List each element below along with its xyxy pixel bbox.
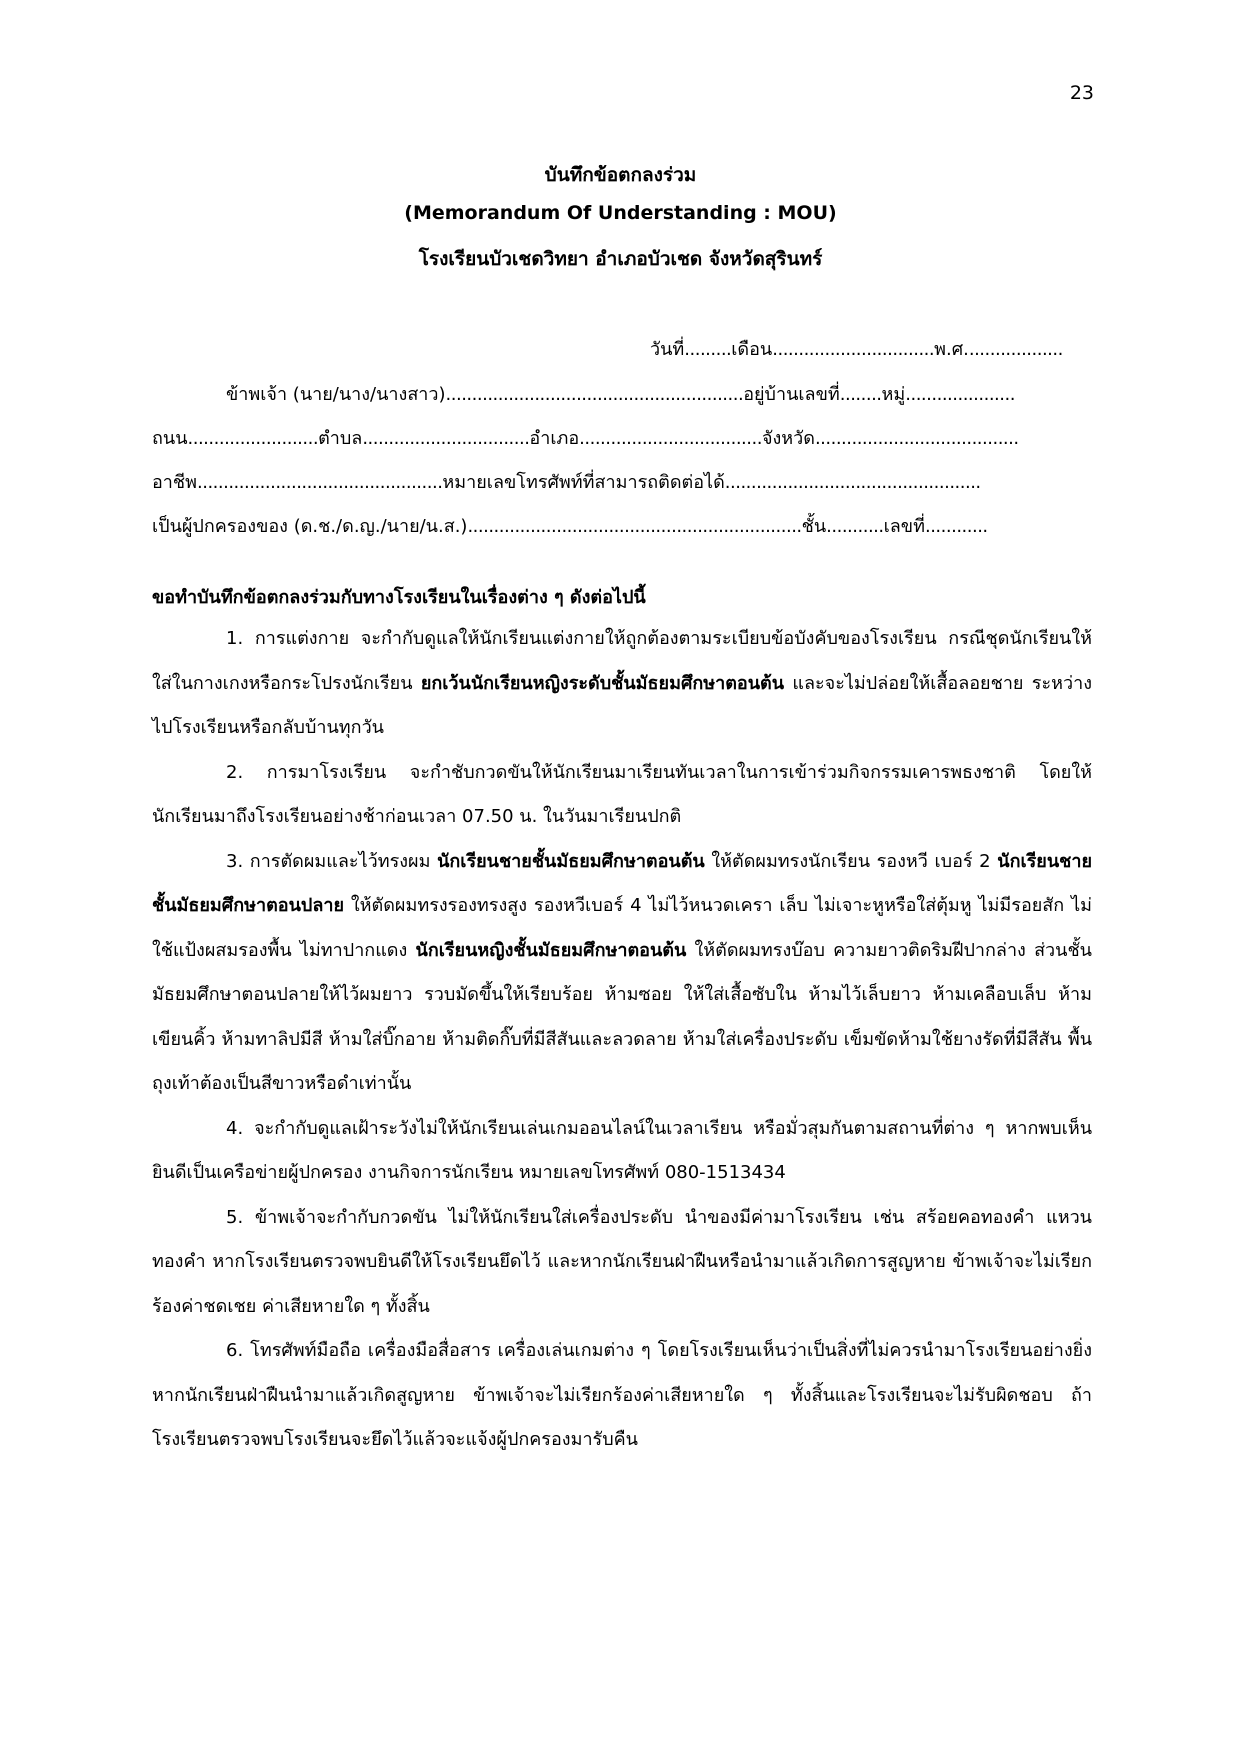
name-label: ข้าพเจ้า (นาย/นาง/นางสาว) [226,384,446,405]
house-no-label: อยู่บ้านเลขที่ [743,384,840,405]
address-line [152,423,1019,452]
document-subtitle: (Memorandum Of Understanding : MOU) [404,202,837,224]
clause-3-emphasis-upper-boys: นักเรียนชายชั้นมัธยมศึกษาตอนปลาย [152,850,1093,916]
clause-1-text-end: และจะไม่ปล่อยให้เสื้อลอยชาย ระหว่างไปโรงเรียนหรือกลับบ้านทุกวัน [152,672,1092,738]
district-label: อำเภอ [529,428,580,449]
clause-3-emphasis-lower-girls: นักเรียนหญิงชั้นมัธยมศึกษาตอนต้น [415,939,687,961]
student-name-field[interactable]: ................................................................ [467,516,802,537]
guardian-line [152,511,988,540]
clause-3-emphasis-lower-boys: นักเรียนชายชั้นมัธยมศึกษาตอนต้น [437,850,705,872]
clause-3 [152,840,1092,1107]
date-day-field[interactable]: ......... [684,339,732,360]
clause-1 [152,617,1092,751]
clause-4: 4. จะกำกับดูแลเฝ้าระวังไม่ให้นักเรียนเล่นเกมออนไลน์ในเวลาเรียน หรือมั่วสุมกันตามสถานที่ต่าง ๆ หากพบเห็นยินดีเป็นเครือข่ายผู้ปกครอง งานกิจการนักเรียน หมายเลขโทรศัพท์ 080-1513434 [152,1117,1092,1183]
occupation-label: อาชีพ [152,472,197,493]
phone-label: หมายเลขโทรศัพท์ที่สามารถติดต่อได้ [442,472,725,493]
clause-3-text-2: ให้ตัดผมทรงนักเรียน รองหวี เบอร์ 2 [704,850,998,872]
moo-field[interactable]: ..................... [905,384,1015,405]
date-line [650,334,1063,363]
clause-3-text: 3. การตัดผมและไว้ทรงผม [226,850,438,872]
district-field[interactable]: ................................... [579,428,762,449]
name-line [226,379,1015,408]
clause-6: 6. โทรศัพท์มือถือ เครื่องมือสื่อสาร เครื่องเล่นเกมต่าง ๆ โดยโรงเรียนเห็นว่าเป็นสิ่งที่ไม่ควรนำมาโรงเรียนอย่างยิ่ง หากนักเรียนฝ่าฝืนนำมาแล้วเกิดสูญหาย ข้าพเจ้าจะไม่เรียกร้องค่าเสียหายใด ๆ ทั้งสิ้นและโรงเรียนจะไม่รับผิดชอบ ถ้าโรงเรียนตรวจพบโรงเรียนจะยึดไว้แล้วจะแจ้งผู้ปกครองมารับคืน [152,1340,1092,1450]
clause-2: 2. การมาโรงเรียน จะกำชับกวดขันให้นักเรียนมาเรียนทันเวลาในการเข้าร่วมกิจกรรมเคารพธงชาติ โดยให้นักเรียนมาถึงโรงเรียนอย่างช้าก่อนเวลา 07.50 น. ในวันมาเรียนปกติ [152,761,1092,827]
occupation-field[interactable]: ............................................... [197,472,443,493]
clause-3-text-4: ให้ตัดผมทรงบ๊อบ ความยาวติดริมฝีปากล่าง ส่วนชั้นมัธยมศึกษาตอนปลายให้ไว้ผมยาว รวบมัดขึ้นให้เรียบร้อย ห้ามซอย ให้ใส่เสื้อซับใน ห้ามไว้เล็บยาว ห้ามเคลือบเล็บ ห้ามเขียนคิ้ว ห้ามทาลิปมีสี ห้ามใส่บิ๊กอาย ห้ามติดกิ๊บที่มีสีสันและลวดลาย ห้ามใส่เครื่องประดับ เข็มขัดห้ามใช้ยางรัดที่มีสีสัน พื้นถุงเท้าต้องเป็นสีขาวหรือดำเท่านั้น [152,939,1092,1094]
province-field[interactable]: ....................................... [814,428,1019,449]
date-month-field[interactable]: ............................... [772,339,935,360]
moo-label: หมู่ [881,384,906,405]
clause-1-emphasis: ยกเว้นนักเรียนหญิงระดับชั้นมัธยมศึกษาตอนต้น [420,672,785,694]
student-number-field[interactable]: ............ [924,516,988,537]
phone-field[interactable]: ................................................. [724,472,981,493]
province-label: จังหวัด [761,428,815,449]
date-year-label: พ.ศ. [934,339,969,360]
date-day-label: วันที่ [650,339,685,360]
clause-3-text-3: ให้ตัดผมทรงรองทรงสูง รองหวีเบอร์ 4 ไม่ไว้หนวดเครา เล็บ ไม่เจาะหูหรือใส่ตุ้มหู ไม่มีรอยสัก ไม่ใช้แป้งผสมรองพื้น ไม่ทาปากแดง [152,895,1092,961]
occupation-line [152,467,981,496]
student-number-label: เลขที่ [883,516,925,537]
subdistrict-field[interactable]: ................................ [362,428,530,449]
name-field[interactable]: ......................................................... [445,384,744,405]
guardian-label: เป็นผู้ปกครองของ (ด.ช./ด.ญ./นาย/น.ส.) [152,516,468,537]
page-number: 23 [1069,82,1094,104]
clause-1-text: 1. การแต่งกาย จะกำกับดูแลให้นักเรียนแต่งกายให้ถูกต้องตามระเบียบข้อบังคับของโรงเรียน กรณีชุดนักเรียนให้ใส่ในกางเกงหรือกระโปรงนักเรียน [152,628,1092,694]
house-no-field[interactable]: ........ [839,384,882,405]
grade-field[interactable]: ........... [826,516,884,537]
date-year-field[interactable]: .................. [968,339,1063,360]
date-month-label: เดือน [731,339,773,360]
section-title: ขอทำบันทึกข้อตกลงร่วมกับทางโรงเรียนในเรื่องต่าง ๆ ดังต่อไปนี้ [152,587,646,608]
clauses-block [152,617,1092,1463]
road-field[interactable]: ......................... [187,428,319,449]
clause-5: 5. ข้าพเจ้าจะกำกับกวดขัน ไม่ให้นักเรียนใส่เครื่องประดับ นำของมีค่ามาโรงเรียน เช่น สร้อยคอทองคำ แหวนทองคำ หากโรงเรียนตรวจพบยินดีให้โรงเรียนยึดไว้ และหากนักเรียนฝ่าฝืนหรือนำมาแล้วเกิดการสูญหาย ข้าพเจ้าจะไม่เรียกร้องค่าชดเชย ค่าเสียหายใด ๆ ทั้งสิ้น [152,1206,1092,1317]
grade-label: ชั้น [801,516,827,537]
subdistrict-label: ตำบล [318,428,363,449]
document-title: บันทึกข้อตกลงร่วม [544,164,697,186]
road-label: ถนน [152,428,188,449]
school-name: โรงเรียนบัวเชดวิทยา อำเภอบัวเชด จังหวัดสุรินทร์ [418,248,823,270]
